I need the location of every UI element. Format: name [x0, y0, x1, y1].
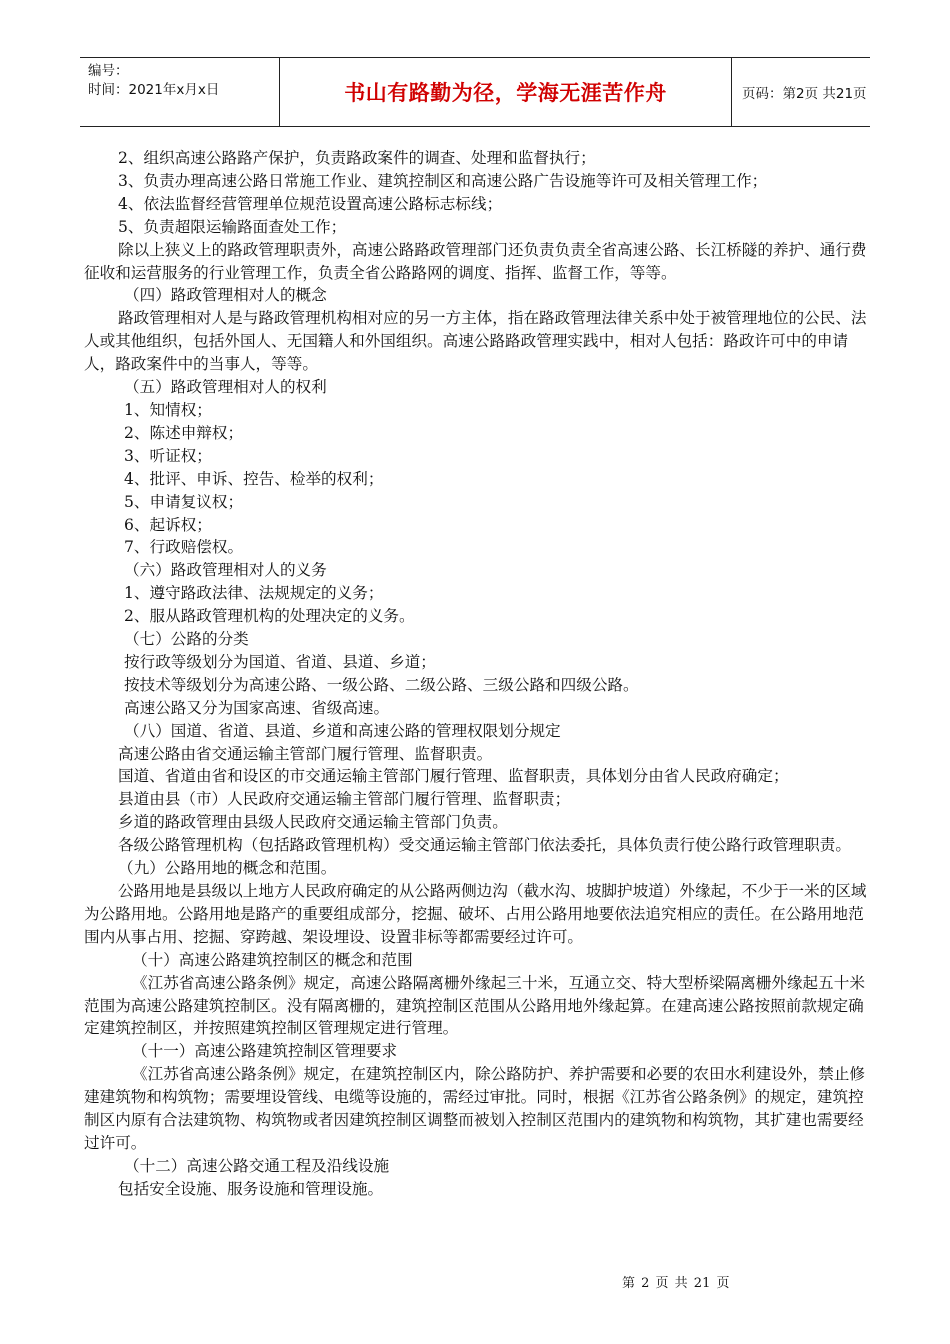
- paragraph: 2、陈述申辩权；: [124, 423, 244, 442]
- paragraph: 按技术等级划分为高速公路、一级公路、二级公路、三级公路和四级公路。: [124, 675, 639, 694]
- paragraph: 2、组织高速公路路产保护，负责路政案件的调查、处理和监督执行；: [118, 149, 596, 167]
- paragraph: 按行政等级划分为国道、省道、县道、乡道；: [124, 652, 436, 671]
- footer-page-number: 第 2 页 共 21 页: [622, 1276, 730, 1291]
- document-body: [84, 147, 869, 1201]
- paragraph: 3、听证权；: [124, 446, 212, 465]
- paragraph: 乡道的路政管理由县级人民政府交通运输主管部门负责。: [118, 813, 508, 832]
- paragraph: （四）路政管理相对人的概念: [124, 286, 327, 305]
- paragraph: （八）国道、省道、县道、乡道和高速公路的管理权限划分规定: [124, 721, 561, 740]
- paragraph: 7、行政赔偿权。: [124, 538, 244, 557]
- paragraph: 《江苏省高速公路条例》规定，高速公路隔离栅外缘起三十米，互通立交、特大型桥梁隔离栅外缘起五十米范围为高速公路建筑控制区。没有隔离栅的，建筑控制区范围从公路用地外缘起算。在建高速公路按照前款规定确定建筑控制区，并按照建筑控制区管理规定进行管理。: [84, 973, 865, 1038]
- paragraph: 4、依法监督经营管理单位规范设置高速公路标志标线；: [118, 194, 503, 213]
- paragraph: （六）路政管理相对人的义务: [124, 561, 327, 580]
- page-footer: [622, 1272, 729, 1291]
- paragraph: 路政管理相对人是与路政管理机构相对应的另一方主体，指在路政管理法律关系中处于被管理地位的公民、法人或其他组织，包括外国人、无国籍人和外国组织。高速公路路政管理实践中，相对人包括：路政许可中的申请人，路政案件中的当事人，等等。: [84, 309, 867, 374]
- paragraph: （十）高速公路建筑控制区的概念和范围: [132, 950, 413, 969]
- motto-text: 书山有路勤为径，学海无涯苦作舟: [344, 80, 667, 105]
- time-label: 时间：2021年x月x日: [88, 82, 220, 98]
- paragraph: 5、申请复议权；: [124, 492, 244, 511]
- paragraph: 除以上狭义上的路政管理职责外，高速公路路政管理部门还负责负责全省高速公路、长江桥隧的养护、通行费征收和运营服务的行业管理工作，负责全省公路路网的调度、指挥、监督工作，等等。: [84, 240, 867, 282]
- paragraph: 国道、省道由省和设区的市交通运输主管部门履行管理、监督职责，具体划分由省人民政府确定；: [118, 767, 789, 786]
- paragraph: 1、遵守路政法律、法规规定的义务；: [124, 584, 384, 603]
- paragraph: （十一）高速公路建筑控制区管理要求: [132, 1042, 398, 1061]
- paragraph: 高速公路由省交通运输主管部门履行管理、监督职责。: [118, 744, 493, 763]
- paragraph: 各级公路管理机构（包括路政管理机构）受交通运输主管部门依法委托，具体负责行使公路行政管理职责。: [118, 836, 851, 855]
- paragraph: （九）公路用地的概念和范围。: [118, 859, 337, 878]
- paragraph: 2、服从路政管理机构的处理决定的义务。: [124, 607, 415, 626]
- page-header: [80, 57, 870, 127]
- paragraph: 4、批评、申诉、控告、检举的权利；: [124, 469, 384, 488]
- header-motto-cell: [280, 58, 732, 126]
- paragraph: 1、知情权；: [124, 400, 212, 419]
- paragraph: 县道由县（市）人民政府交通运输主管部门履行管理、监督职责；: [118, 790, 571, 809]
- paragraph: 3、负责办理高速公路日常施工作业、建筑控制区和高速公路广告设施等许可及相关管理工作；: [118, 171, 768, 190]
- paragraph: 高速公路又分为国家高速、省级高速。: [124, 698, 390, 717]
- paragraph: 《江苏省高速公路条例》规定，在建筑控制区内，除公路防护、养护需要和必要的农田水利建设外，禁止修建建筑物和构筑物；需要埋设管线、电缆等设施的，需经过审批。同时，根据《江苏省公路条例》的规定，建筑控制区内原有合法建筑物、构筑物或者因建筑控制区调整而被划入控制区范围内的建筑物和构筑物，其扩建也需要经过许可。: [84, 1065, 865, 1152]
- paragraph: 6、起诉权；: [124, 515, 212, 534]
- page-info: 页码：第2页 共21页: [742, 86, 867, 102]
- paragraph: （七）公路的分类: [124, 630, 249, 649]
- header-page-cell: [732, 58, 870, 126]
- paragraph: 包括安全设施、服务设施和管理设施。: [118, 1179, 384, 1198]
- paragraph: （十二）高速公路交通工程及沿线设施: [124, 1156, 390, 1175]
- header-left-cell: [80, 58, 280, 126]
- paragraph: 5、负责超限运输路面查处工作；: [118, 217, 347, 236]
- paragraph: （五）路政管理相对人的权利: [124, 378, 327, 397]
- paragraph: 公路用地是县级以上地方人民政府确定的从公路两侧边沟（截水沟、坡脚护坡道）外缘起，不少于一米的区域为公路用地。公路用地是路产的重要组成部分，挖掘、破坏、占用公路用地要依法追究相应的责任。在公路用地范围内从事占用、挖掘、穿跨越、架设埋设、设置非标等都需要经过许可。: [84, 882, 867, 946]
- number-label: 编号：: [88, 63, 129, 79]
